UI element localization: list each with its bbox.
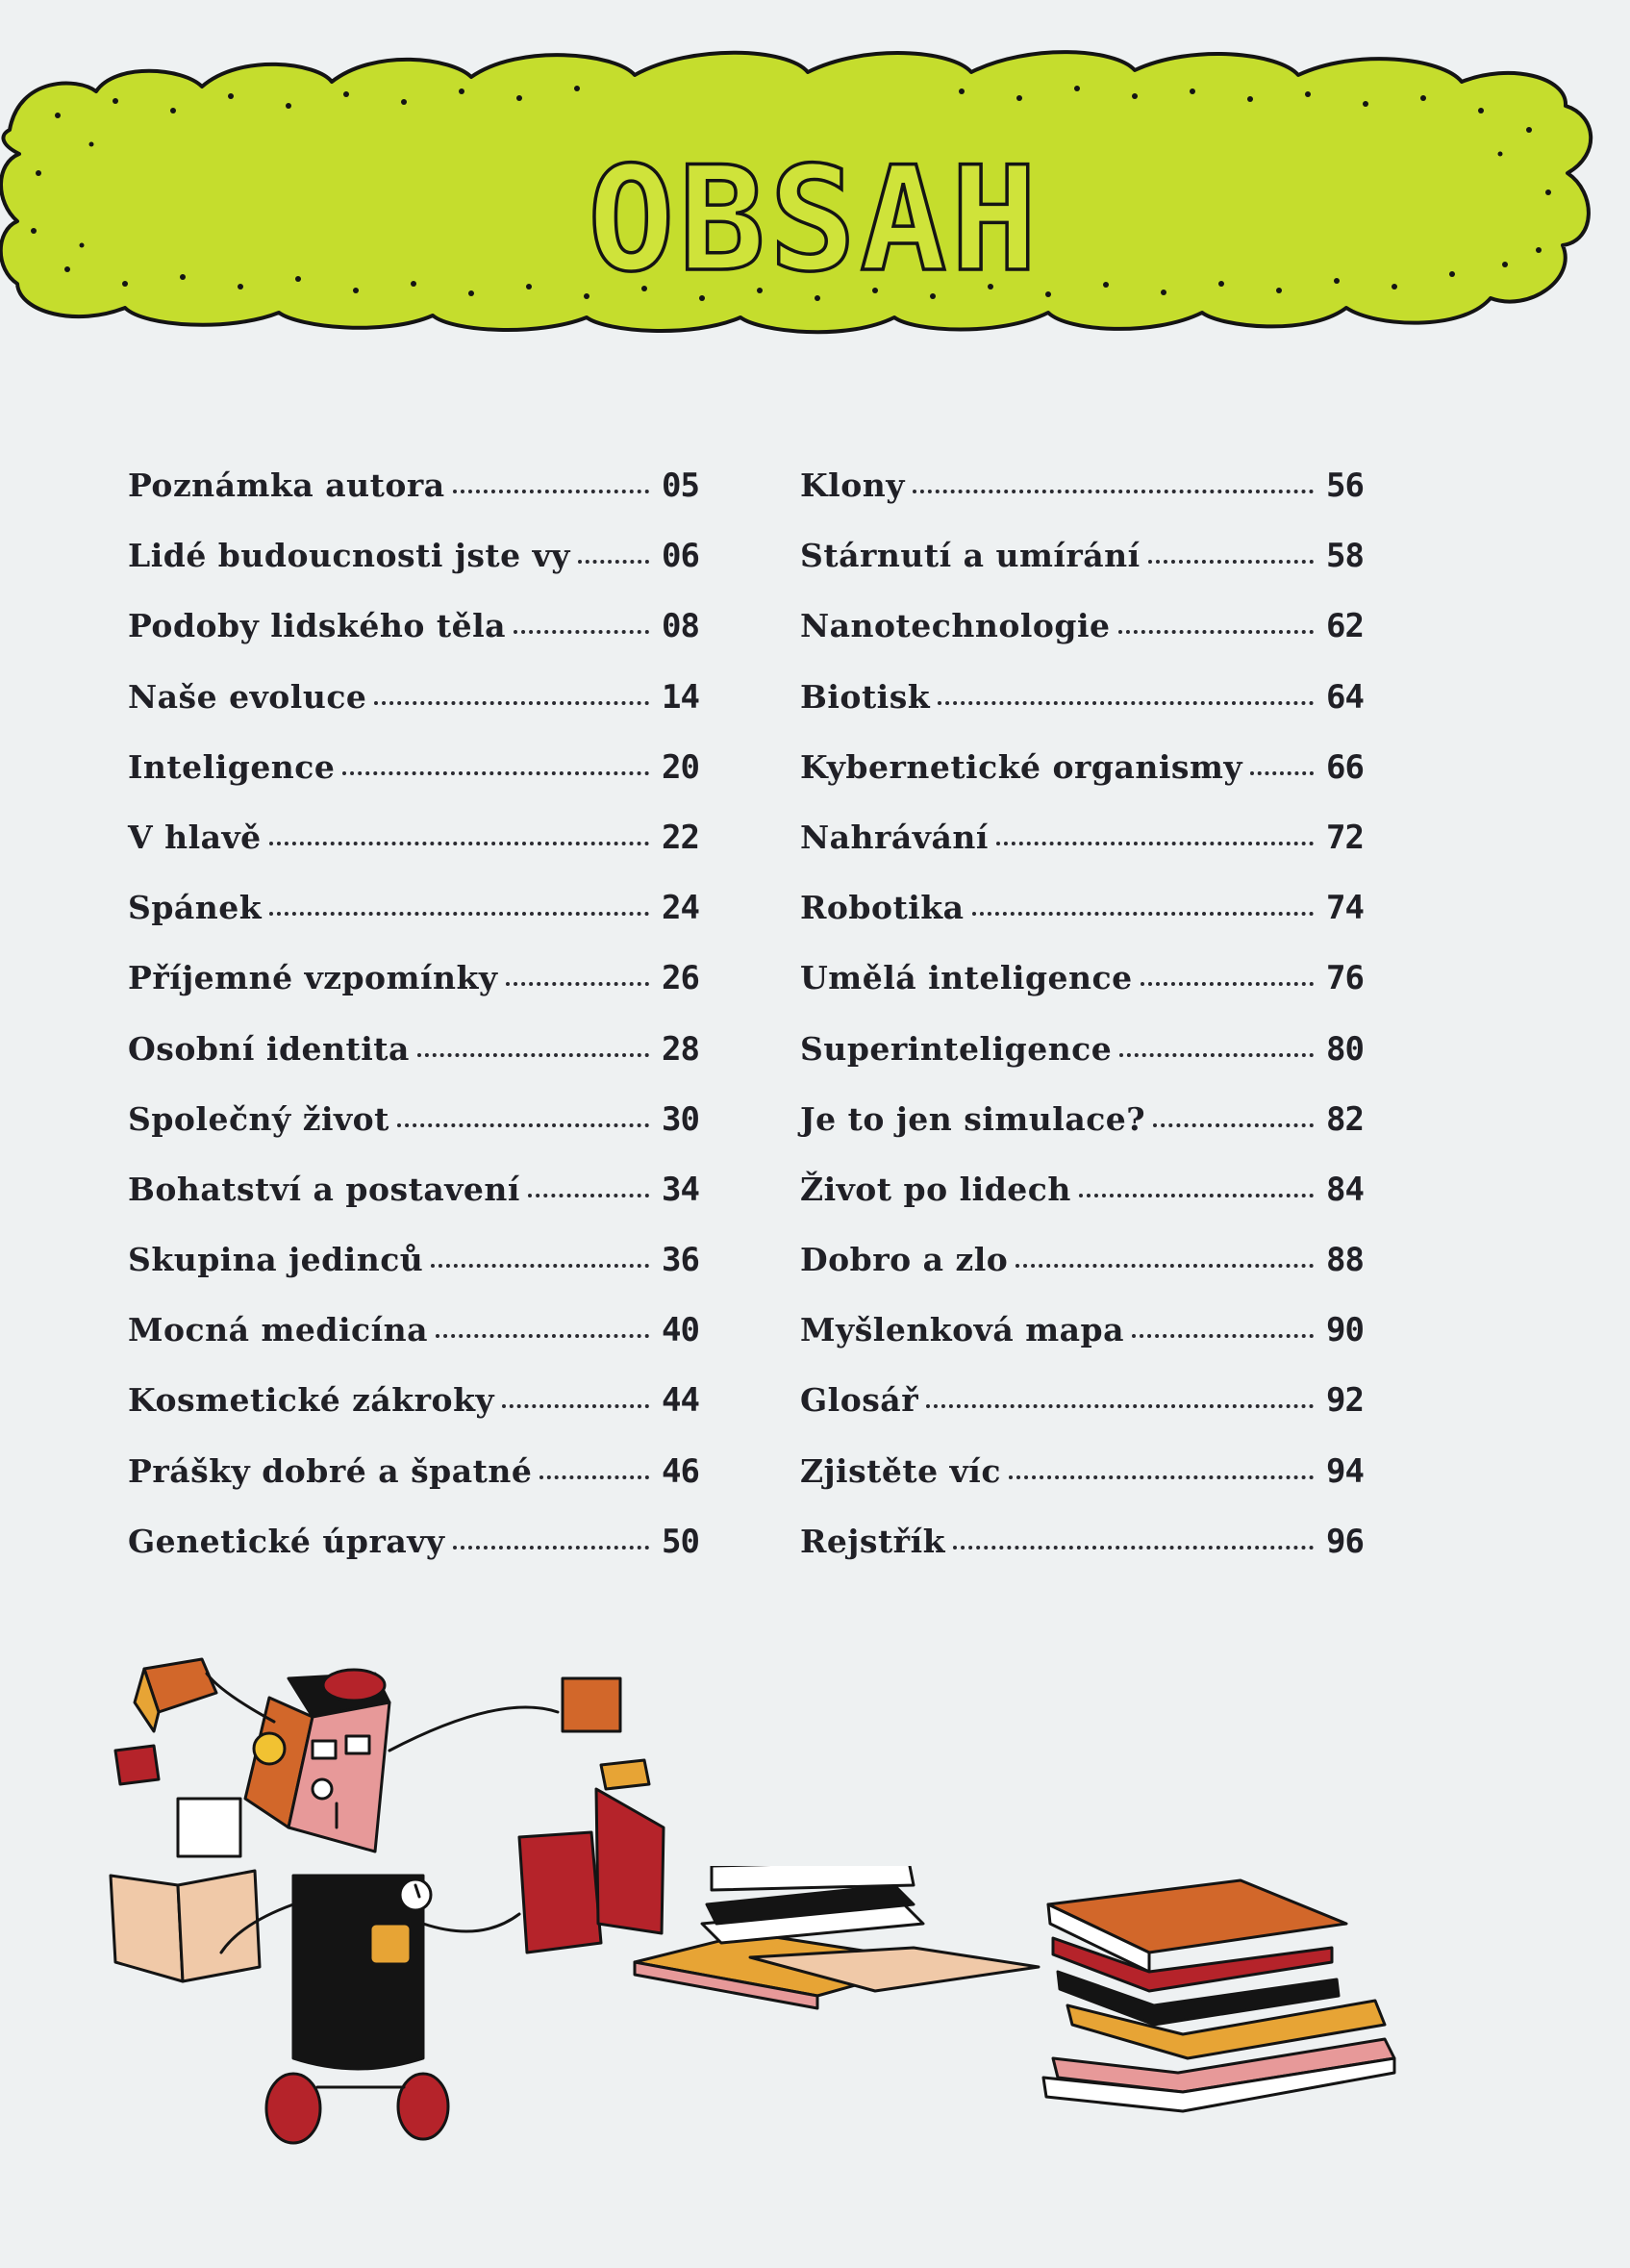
toc-entry bbox=[800, 1241, 1364, 1311]
toc-entry-page: 36 bbox=[662, 1241, 699, 1280]
toc-entry-page: 22 bbox=[662, 818, 699, 857]
toc-leader-dots bbox=[431, 1264, 649, 1268]
toc-entry bbox=[128, 1523, 699, 1593]
toc-entry-title: Rejstřík bbox=[800, 1522, 945, 1560]
toc-column-left bbox=[128, 466, 699, 1593]
toc-entry-page: 30 bbox=[662, 1099, 699, 1139]
toc-entry-title: Umělá inteligence bbox=[800, 959, 1133, 997]
toc-entry-page: 40 bbox=[662, 1311, 699, 1350]
toc-column-right bbox=[800, 466, 1364, 1593]
toc-entry-page: 28 bbox=[662, 1029, 699, 1069]
toc-entry-page: 88 bbox=[1326, 1241, 1364, 1280]
toc-entry-page: 82 bbox=[1326, 1099, 1364, 1139]
toc-leader-dots bbox=[502, 1404, 649, 1408]
toc-entry-title: Je to jen simulace? bbox=[800, 1099, 1146, 1138]
toc-leader-dots bbox=[514, 630, 649, 634]
toc-entry bbox=[800, 466, 1364, 537]
toc-entry-page: 05 bbox=[662, 466, 699, 505]
toc-entry bbox=[128, 889, 699, 959]
toc-entry-page: 80 bbox=[1326, 1029, 1364, 1069]
toc-entry-title: Kybernetické organismy bbox=[800, 747, 1243, 786]
toc-leader-dots bbox=[374, 701, 649, 705]
toc-entry-title: Superinteligence bbox=[800, 1029, 1113, 1068]
toc-entry-page: 34 bbox=[662, 1170, 699, 1209]
toc-entry bbox=[128, 819, 699, 889]
toc-entry bbox=[800, 819, 1364, 889]
toc-entry bbox=[128, 1452, 699, 1523]
toc-entry-page: 08 bbox=[662, 607, 699, 646]
toc-entry-title: Společný život bbox=[128, 1099, 389, 1138]
toc-entry-title: Osobní identita bbox=[128, 1029, 410, 1068]
toc-leader-dots bbox=[453, 490, 649, 493]
toc-leader-dots bbox=[913, 490, 1314, 493]
toc-entry-title: Poznámka autora bbox=[128, 466, 445, 504]
toc-leader-dots bbox=[1079, 1194, 1314, 1197]
green-blob-icon bbox=[0, 38, 1630, 365]
toc-entry-title: Život po lidech bbox=[800, 1170, 1071, 1208]
toc-entry-title: Dobro a zlo bbox=[800, 1241, 1009, 1279]
toc-leader-dots bbox=[269, 842, 649, 845]
toc-entry-title: Skupina jedinců bbox=[128, 1241, 424, 1279]
toc-entry bbox=[800, 537, 1364, 607]
toc-entry-title: Klony bbox=[800, 466, 905, 504]
toc-entry-title: Prášky dobré a špatné bbox=[128, 1451, 533, 1490]
toc-leader-dots bbox=[1118, 630, 1314, 634]
toc-leader-dots bbox=[539, 1475, 649, 1479]
toc-entry-page: 92 bbox=[1326, 1381, 1364, 1421]
page-title: OBSAH bbox=[588, 137, 1041, 304]
toc-leader-dots bbox=[1119, 1053, 1314, 1057]
toc-entry bbox=[800, 889, 1364, 959]
toc-entry bbox=[128, 1100, 699, 1171]
toc-entry-page: 90 bbox=[1326, 1311, 1364, 1350]
toc-entry bbox=[128, 1311, 699, 1381]
toc-entry-page: 58 bbox=[1326, 537, 1364, 576]
toc-entry-title: Stárnutí a umírání bbox=[800, 537, 1141, 575]
toc-leader-dots bbox=[506, 982, 649, 986]
toc-entry bbox=[128, 1030, 699, 1100]
toc-leader-dots bbox=[453, 1546, 649, 1550]
toc-leader-dots bbox=[436, 1334, 649, 1338]
toc-entry-page: 24 bbox=[662, 889, 699, 928]
toc-leader-dots bbox=[1153, 1123, 1314, 1127]
toc-entry bbox=[800, 1171, 1364, 1241]
toc-entry bbox=[800, 959, 1364, 1029]
toc-entry bbox=[128, 748, 699, 819]
toc-entry bbox=[800, 1030, 1364, 1100]
toc-entry-title: Naše evoluce bbox=[128, 677, 367, 716]
toc-entry-page: 64 bbox=[1326, 677, 1364, 717]
toc-leader-dots bbox=[1016, 1264, 1314, 1268]
toc-leader-dots bbox=[1148, 560, 1314, 564]
toc-leader-dots bbox=[972, 912, 1314, 916]
toc-leader-dots bbox=[417, 1053, 649, 1057]
toc-leader-dots bbox=[1009, 1475, 1314, 1479]
toc-entry-title: Robotika bbox=[800, 889, 965, 927]
toc-entry-page: 96 bbox=[1326, 1522, 1364, 1561]
toc-entry-title: Inteligence bbox=[128, 747, 336, 786]
toc-entry-page: 20 bbox=[662, 747, 699, 787]
toc-leader-dots bbox=[1250, 771, 1314, 775]
toc-entry bbox=[128, 678, 699, 748]
toc-entry bbox=[800, 1100, 1364, 1171]
toc-entry-title: Spánek bbox=[128, 889, 263, 927]
toc-entry-page: 56 bbox=[1326, 466, 1364, 505]
toc-entry-title: Kosmetické zákroky bbox=[128, 1381, 495, 1420]
toc-entry-title: Glosář bbox=[800, 1381, 919, 1420]
toc-leader-dots bbox=[953, 1546, 1314, 1550]
toc-entry bbox=[128, 1241, 699, 1311]
toc-leader-dots bbox=[397, 1123, 649, 1127]
toc-entry-title: Příjemné vzpomínky bbox=[128, 959, 498, 997]
toc-entry-page: 50 bbox=[662, 1522, 699, 1561]
toc-entry-page: 84 bbox=[1326, 1170, 1364, 1209]
toc-entry-page: 66 bbox=[1326, 747, 1364, 787]
toc-entry-page: 62 bbox=[1326, 607, 1364, 646]
toc-entry-title: Podoby lidského těla bbox=[128, 607, 506, 645]
toc-entry bbox=[800, 1452, 1364, 1523]
toc-entry-page: 72 bbox=[1326, 818, 1364, 857]
toc-entry-title: Myšlenková mapa bbox=[800, 1311, 1124, 1349]
toc-entry bbox=[128, 1171, 699, 1241]
toc-leader-dots bbox=[1132, 1334, 1314, 1338]
toc-leader-dots bbox=[269, 912, 649, 916]
toc-leader-dots bbox=[528, 1194, 649, 1197]
toc-entry-page: 76 bbox=[1326, 959, 1364, 998]
toc-entry-title: Lidé budoucnosti jste vy bbox=[128, 537, 570, 575]
toc-entry bbox=[800, 1381, 1364, 1451]
toc-entry bbox=[800, 748, 1364, 819]
toc-entry bbox=[128, 959, 699, 1029]
toc-leader-dots bbox=[1141, 982, 1314, 986]
toc-entry-title: Nanotechnologie bbox=[800, 607, 1111, 645]
book-stack-icon bbox=[615, 1866, 1577, 2212]
toc-entry-page: 14 bbox=[662, 677, 699, 717]
toc-entry-title: Biotisk bbox=[800, 677, 931, 716]
toc-entry-page: 44 bbox=[662, 1381, 699, 1421]
toc-entry bbox=[128, 1381, 699, 1451]
toc-entry-title: V hlavě bbox=[128, 818, 262, 856]
illustration bbox=[0, 1635, 1630, 2264]
toc-leader-dots bbox=[342, 771, 649, 775]
toc-entry-title: Mocná medicína bbox=[128, 1311, 429, 1349]
toc-entry bbox=[128, 607, 699, 677]
toc-entry bbox=[128, 537, 699, 607]
toc-entry-page: 94 bbox=[1326, 1451, 1364, 1491]
toc-leader-dots bbox=[996, 842, 1314, 845]
toc-entry-page: 06 bbox=[662, 537, 699, 576]
toc-entry bbox=[800, 1311, 1364, 1381]
toc-leader-dots bbox=[578, 560, 649, 564]
toc-entry bbox=[128, 466, 699, 537]
toc-entry-page: 74 bbox=[1326, 889, 1364, 928]
toc-entry-title: Genetické úpravy bbox=[128, 1522, 445, 1560]
toc-entry-title: Zjistěte víc bbox=[800, 1451, 1001, 1490]
toc-leader-dots bbox=[938, 701, 1314, 705]
title-banner bbox=[0, 38, 1630, 365]
toc-entry-title: Bohatství a postavení bbox=[128, 1170, 520, 1208]
toc-entry-page: 46 bbox=[662, 1451, 699, 1491]
toc-leader-dots bbox=[926, 1404, 1314, 1408]
toc-entry bbox=[800, 678, 1364, 748]
toc-entry bbox=[800, 607, 1364, 677]
toc-entry-title: Nahrávání bbox=[800, 818, 989, 856]
toc-entry bbox=[800, 1523, 1364, 1593]
toc-entry-page: 26 bbox=[662, 959, 699, 998]
